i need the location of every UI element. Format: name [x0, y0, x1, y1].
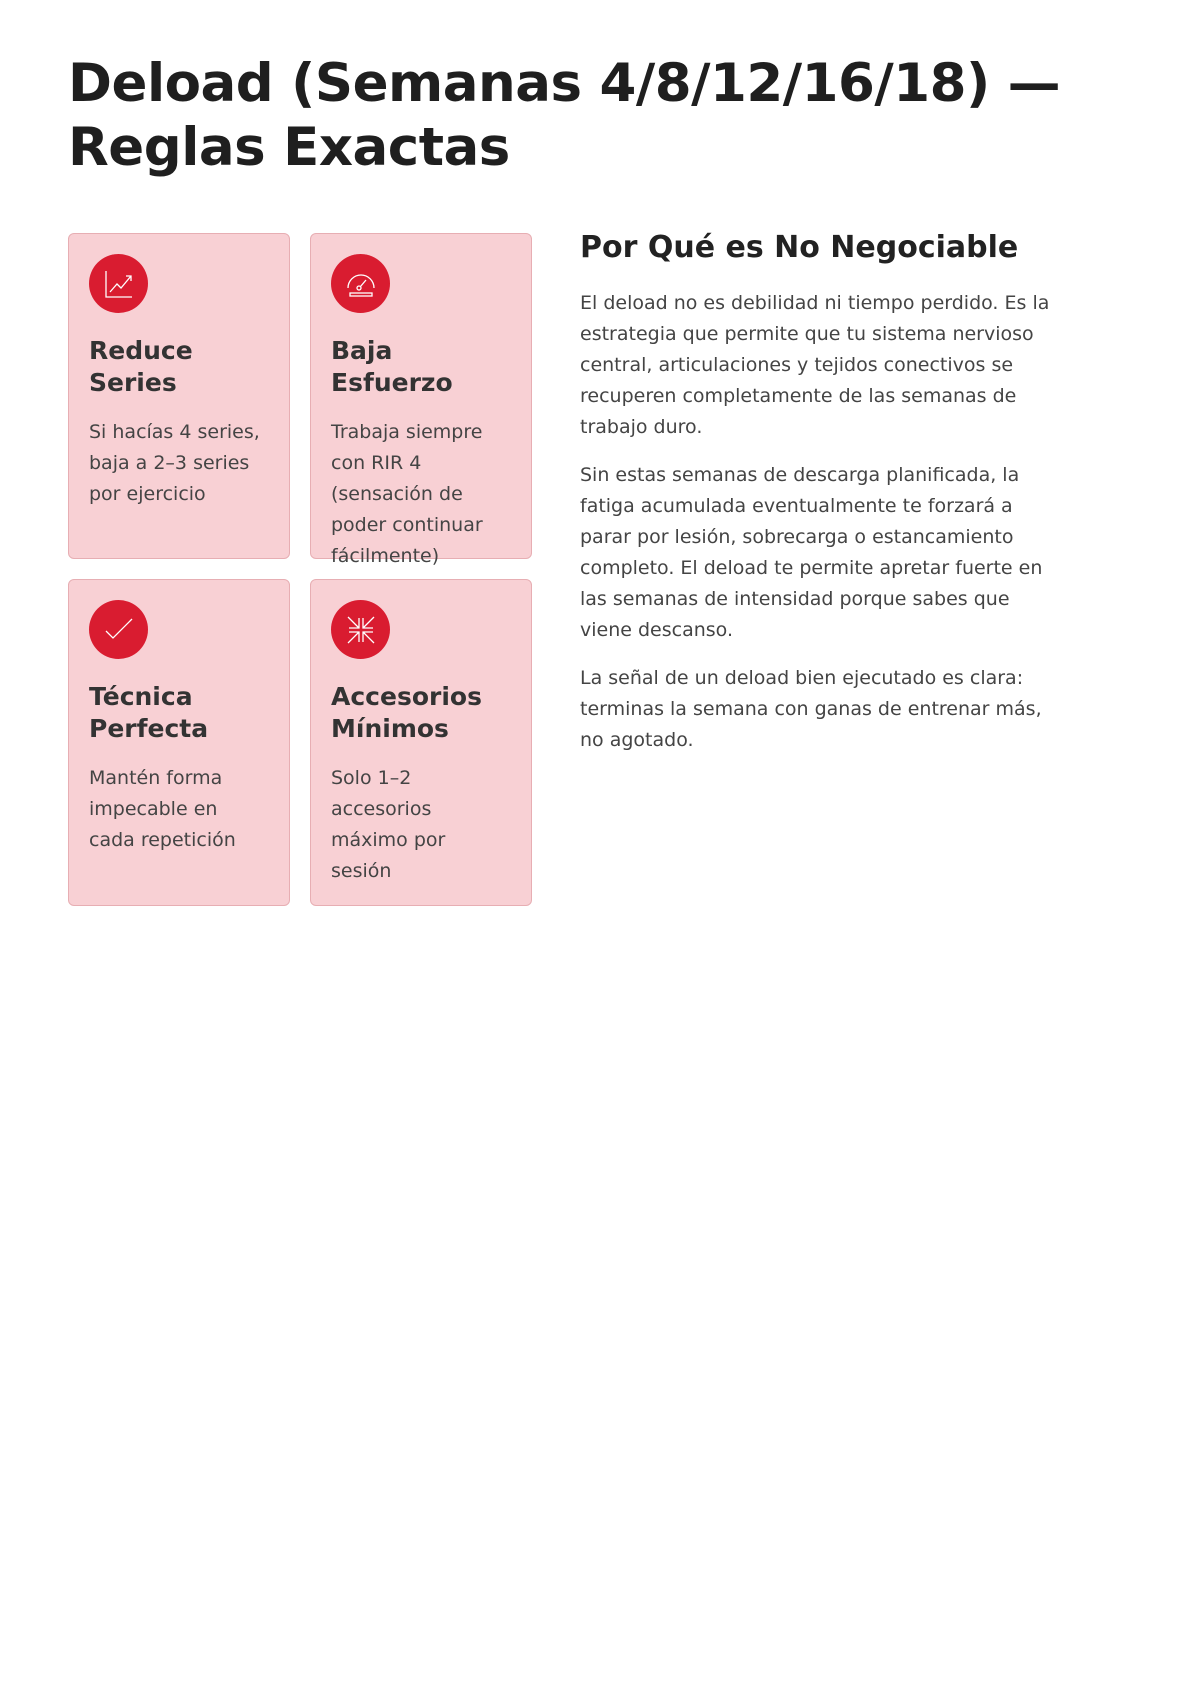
trending-up-icon — [89, 254, 148, 313]
section-heading: Por Qué es No Negociable — [580, 230, 1019, 265]
card-text: Solo 1–2 accesorios máximo por sesión — [331, 767, 446, 882]
rule-card-reduce-series — [68, 233, 290, 559]
rule-card-low-effort — [310, 233, 532, 567]
card-title: Accesorios Mínimos — [331, 682, 482, 743]
rule-card-minimal-accessories — [310, 579, 532, 906]
card-title: Reduce Series — [89, 336, 193, 397]
paragraph: Sin estas semanas de descarga planificada, la fatiga acumulada eventualmente te forzará a parar por lesión, sobrecarga o estancamiento completo. El deload te permite apretar fuerte en las semanas de intensidad porque sabes que viene descanso. — [580, 464, 1043, 641]
card-title: Técnica Perfecta — [89, 682, 209, 743]
card-title: Baja Esfuerzo — [331, 336, 453, 397]
check-icon — [89, 600, 148, 659]
paragraph: El deload no es debilidad ni tiempo perdido. Es la estrategia que permite que tu sistema nervioso central, articulaciones y tejidos conectivos se recuperen completamente de las semanas de trabajo duro. — [580, 292, 1050, 438]
card-text: Si hacías 4 series, baja a 2–3 series por ejercicio — [89, 421, 260, 505]
rule-card-perfect-technique — [68, 579, 290, 906]
paragraph: La señal de un deload bien ejecutado es clara: terminas la semana con ganas de entrenar más, no agotado. — [580, 667, 1042, 751]
page-title: Deload (Semanas 4/8/12/16/18) — Reglas Exactas — [68, 53, 1061, 178]
card-text: Mantén forma impecable en cada repetición — [89, 767, 236, 851]
minimize-icon — [331, 600, 390, 659]
rules-grid — [68, 233, 532, 906]
why-section — [580, 228, 1050, 756]
gauge-icon — [331, 254, 390, 313]
card-text: Trabaja siempre con RIR 4 (sensación de poder continuar fácilmente) — [331, 421, 483, 567]
